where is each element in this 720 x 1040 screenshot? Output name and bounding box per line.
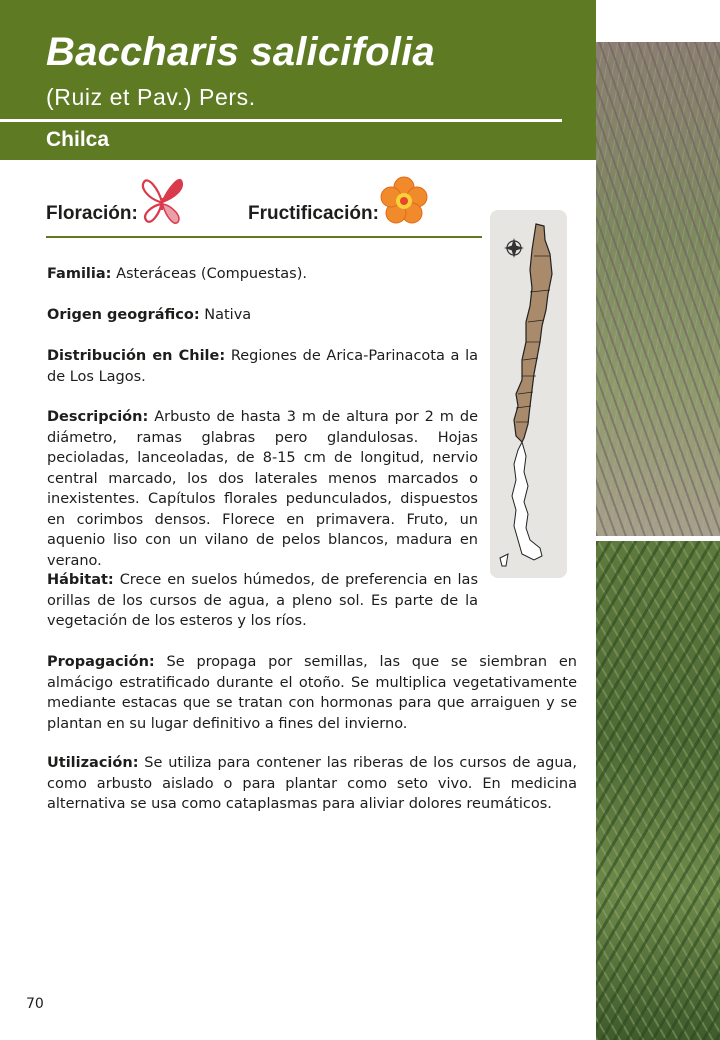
origen-text: Nativa <box>204 307 252 323</box>
phenology-divider <box>46 236 482 238</box>
familia-label: Familia: <box>47 266 112 282</box>
scientific-name: Baccharis salicifolia <box>46 30 435 74</box>
plant-photo-bottom <box>596 541 720 1040</box>
habitat-text: Crece en suelos húmedos, de preferencia en las orillas de los cursos de agua, a pleno sol. Es parte de la vegetación de los esteros y los ríos. <box>47 572 478 629</box>
flowering-label: Floración: <box>46 203 138 224</box>
habitat-label: Hábitat: <box>47 572 114 588</box>
origen-label: Origen geográfico: <box>47 307 200 323</box>
compass-icon <box>504 238 524 258</box>
section-familia <box>47 264 478 285</box>
flower-icon <box>378 175 430 227</box>
distribution-map <box>490 210 567 578</box>
chile-map <box>490 210 567 578</box>
taxonomic-authority: (Ruiz et Pav.) Pers. <box>46 84 256 110</box>
utilizacion-text: Se utiliza para contener las riberas de los cursos de agua, como arbusto aislado o para plantar como seto vivo. En medicina alternativa se usa como cataplasmas para aliviar dolores reumáticos. <box>47 755 578 812</box>
distribucion-text: Regiones de Arica-Parinacota a la de Los Lagos. <box>47 348 478 385</box>
section-distribucion <box>47 346 478 387</box>
section-utilizacion <box>47 753 577 815</box>
descripcion-label: Descripción: <box>47 409 149 425</box>
propagacion-text: Se propaga por semillas, las que se siembran en almácigo estratificado durante el otoño. Se multiplica vegetativamente mediante estacas que se tratan con hormonas para que arraiguen y se plantan en su lugar definitivo a fines del invierno. <box>47 654 577 732</box>
plant-photo-top <box>596 42 720 536</box>
butterfly-icon <box>138 174 186 228</box>
page-number: 70 <box>26 996 44 1012</box>
section-propagacion <box>47 652 577 734</box>
fruiting-label: Fructificación: <box>248 203 379 224</box>
title-banner <box>0 0 596 160</box>
distribucion-label: Distribución en Chile: <box>47 348 226 364</box>
descripcion-text: Arbusto de hasta 3 m de altura por 2 m de diámetro, ramas glabras pero glandulosas. Hojas pecioladas, lanceoladas, de 8-15 cm de longitud, nervio central marcado, los dos laterales menos marcados o inexistentes. Capítulos florales pedunculados, dispuestos en corimbos densos. Florece en primavera. Fruto, un aquenio liso con un vilano de pelos blancos, madura en verano. <box>47 409 478 569</box>
propagacion-label: Propagación: <box>47 654 155 670</box>
section-habitat <box>47 570 478 632</box>
header-divider <box>0 119 562 122</box>
common-name: Chilca <box>46 128 110 151</box>
utilizacion-label: Utilización: <box>47 755 139 771</box>
section-descripcion <box>47 407 478 571</box>
section-origen <box>47 305 478 326</box>
familia-text: Asteráceas (Compuestas). <box>116 266 307 282</box>
